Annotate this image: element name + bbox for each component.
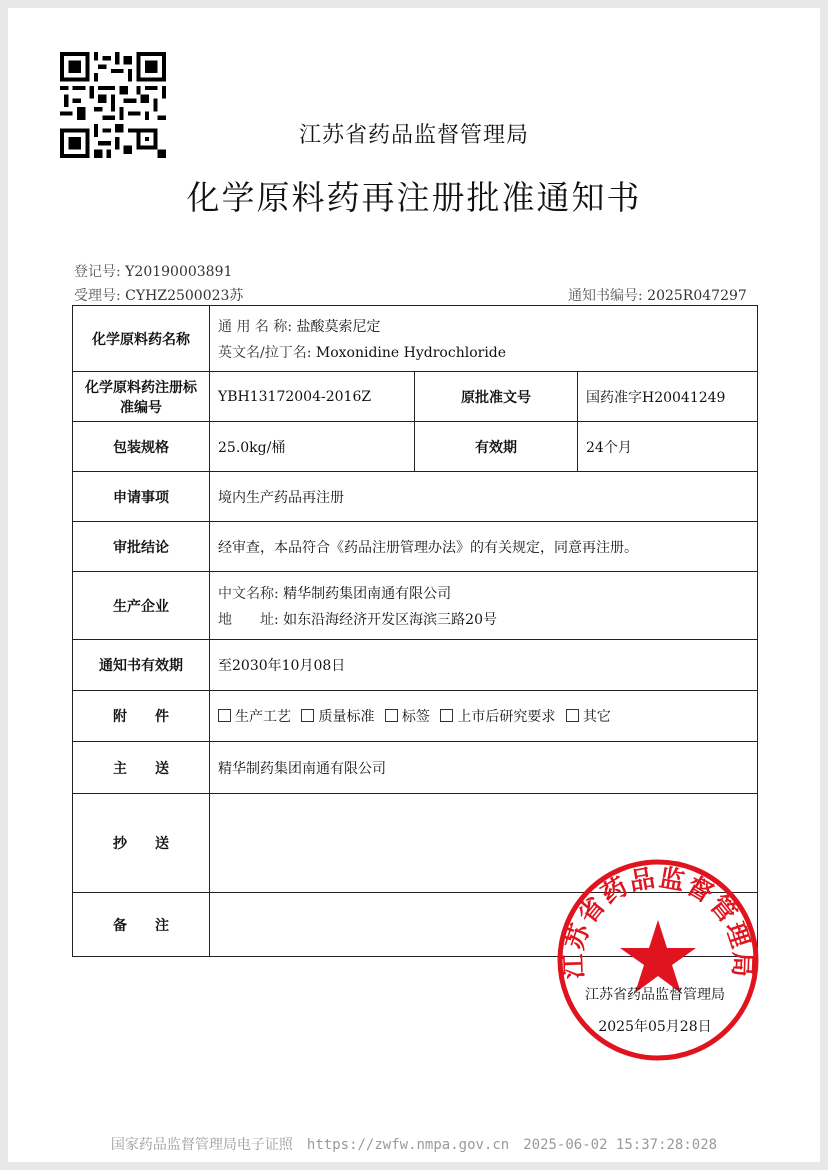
- notice-validity-head: 通知书有效期: [73, 640, 210, 691]
- manufacturer-name-label: 中文名称:: [218, 585, 279, 602]
- checkbox-icon: [566, 709, 579, 722]
- common-name-label: 通 用 名 称:: [218, 318, 293, 335]
- conclusion-value: 经审查，本品符合《药品注册管理办法》的有关规定，同意再注册。: [210, 522, 758, 572]
- registration-number-label: 登记号:: [74, 264, 121, 280]
- svg-text:江苏省药品监督管理局: 江苏省药品监督管理局: [558, 862, 758, 980]
- notice-validity-value: 至2030年10月08日: [210, 640, 758, 691]
- acceptance-number: [74, 285, 243, 305]
- attachment-item: 上市后研究要求: [440, 709, 555, 725]
- signing-date: 2025年05月28日: [598, 1019, 712, 1035]
- notice-number: [568, 285, 747, 305]
- main-send-value: 精华制药集团南通有限公司: [210, 742, 758, 794]
- checkbox-icon: [218, 709, 231, 722]
- signing-authority: 江苏省药品监督管理局: [585, 987, 725, 1003]
- registration-number-value: Y20190003891: [125, 264, 233, 280]
- table-row: [73, 422, 758, 472]
- issuer-name: 江苏省药品监督管理局: [298, 123, 529, 148]
- attachment-item: 质量标准: [301, 709, 374, 725]
- common-name-value: 盐酸莫索尼定: [296, 318, 381, 335]
- acceptance-number-value: CYHZ2500023苏: [125, 288, 244, 304]
- application-value: 境内生产药品再注册: [210, 472, 758, 522]
- cc-head: 抄 送: [73, 794, 210, 893]
- english-name-value: Moxonidine Hydrochloride: [315, 344, 507, 361]
- conclusion-head: 审批结论: [73, 522, 210, 572]
- document-title: 化学原料药再注册批准通知书: [186, 178, 642, 217]
- manufacturer-cell: [210, 572, 758, 640]
- package-head: 包装规格: [73, 422, 210, 472]
- star-icon: [620, 920, 696, 993]
- table-row: [73, 572, 758, 640]
- footer-stamp: 国家药品监督管理局电子证照 https://zwfw.nmpa.gov.cn 2025-06-02 15:37:28:028: [110, 1137, 718, 1153]
- table-row: [73, 306, 758, 372]
- table-row: [73, 472, 758, 522]
- english-name-label: 英文名/拉丁名:: [218, 344, 312, 361]
- standard-number: YBH13172004-2016Z: [210, 372, 415, 422]
- package-value: 25.0kg/桶: [210, 422, 415, 472]
- table-row: [73, 640, 758, 691]
- checkbox-icon: [440, 709, 453, 722]
- validity-value: 24个月: [578, 422, 758, 472]
- notice-number-label: 通知书编号:: [568, 288, 643, 304]
- attachment-item: 标签: [385, 709, 430, 725]
- original-approval-head: 原批准文号: [415, 372, 578, 422]
- table-row: [73, 522, 758, 572]
- table-row: [73, 742, 758, 794]
- table-row: [73, 372, 758, 422]
- manufacturer-address-value: 如东沿海经济开发区海滨三路20号: [283, 611, 497, 628]
- notice-number-value: 2025R047297: [647, 288, 747, 304]
- original-approval-number: 国药准字H20041249: [578, 372, 758, 422]
- attachment-item: 其它: [566, 709, 611, 725]
- acceptance-number-label: 受理号:: [74, 288, 121, 304]
- standard-head: 化学原料药注册标准编号: [73, 372, 210, 422]
- manufacturer-name-value: 精华制药集团南通有限公司: [283, 585, 452, 602]
- table-row: [73, 691, 758, 742]
- checkbox-icon: [385, 709, 398, 722]
- main-send-head: 主 送: [73, 742, 210, 794]
- manufacturer-address-label: 地 址:: [218, 611, 279, 628]
- attachment-list: [210, 691, 758, 742]
- checkbox-icon: [301, 709, 314, 722]
- manufacturer-head: 生产企业: [73, 572, 210, 640]
- application-head: 申请事项: [73, 472, 210, 522]
- attachment-head: 附 件: [73, 691, 210, 742]
- remark-head: 备 注: [73, 893, 210, 957]
- name-head: 化学原料药名称: [73, 306, 210, 372]
- validity-head: 有效期: [415, 422, 578, 472]
- registration-number: [74, 261, 232, 281]
- attachment-item: 生产工艺: [218, 709, 291, 725]
- name-cell: [210, 306, 758, 372]
